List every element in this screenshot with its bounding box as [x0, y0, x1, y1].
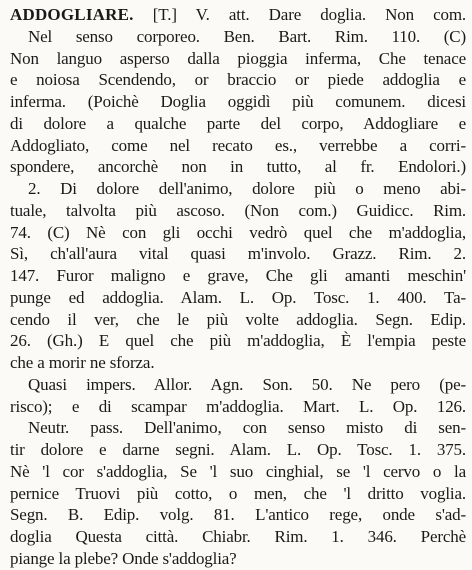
- entry-line-21: tir dolore e darne segni. Alam. L. Op. Tosc. 1. 375.: [10, 440, 466, 459]
- entry-line-7: Addogliato, come nel recato es., verrebbe a corri-: [10, 135, 466, 155]
- entry-line-18: Quasi impers. Allor. Agn. Son. 50. Ne pero (pe-: [28, 374, 466, 394]
- entry-line-1: [10, 4, 466, 26]
- entry-line-19: risco); e di scampar m'addoglia. Mart. L. Op. 126.: [10, 396, 466, 416]
- headword: ADDOGLIARE.: [10, 5, 134, 24]
- entry-line-5: inferma. (Poichè Doglia oggidì più comunem. dicesi: [10, 92, 466, 111]
- entry-line-3: Non languo asperso dalla pioggia inferma, Che tenace: [10, 48, 466, 68]
- entry-line-26: piange la plebe? Onde s'addoglia?: [10, 548, 237, 568]
- entry-line-13: 147. Furor maligno e grave, Che gli amanti meschin': [10, 266, 466, 285]
- entry-line-12: Sì, ch'all'aura vital quasi m'involo. Grazz. Rim. 2.: [10, 244, 466, 264]
- entry-line-6: di dolore a qualche parte del corpo, Addogliare e: [10, 113, 466, 133]
- definition-text: [T.] V. att. Dare doglia. Non com.: [133, 5, 466, 24]
- entry-line-15: cendo il ver, che le più volte addoglia. Segn. Edip.: [10, 309, 466, 329]
- entry-line-20: Neutr. pass. Dell'animo, con senso misto di sen-: [28, 418, 466, 438]
- entry-line-4: e noiosa Scendendo, or braccio or piede addoglia e: [10, 70, 466, 90]
- entry-line-25: doglia Questa città. Chiabr. Rim. 1. 346. Perchè: [10, 527, 466, 546]
- entry-line-11: 74. (C) Nè con gli occhi vedrò quel che m'addoglia,: [10, 222, 466, 242]
- entry-line-16: 26. (Gh.) E quel che più m'addoglia, È l'empia peste: [10, 331, 466, 351]
- entry-line-23: pernice Truovi più cotto, o men, che 'l dritto voglia.: [10, 483, 466, 503]
- entry-line-10: tuale, talvolta più ascoso. (Non com.) Guidicc. Rim.: [10, 200, 466, 220]
- entry-line-24: Segn. B. Edip. volg. 81. L'antico rege, onde s'ad-: [10, 505, 466, 525]
- entry-line-22: Nè 'l cor s'addoglia, Se 'l suo cinghial, se 'l cervo o la: [10, 461, 466, 481]
- entry-line-9: 2. Di dolore dell'animo, dolore più o meno abi-: [28, 179, 466, 198]
- entry-line-14: punge ed addoglia. Alam. L. Op. Tosc. 1. 400. Ta-: [10, 287, 466, 307]
- entry-line-17: che a morir ne sforza.: [10, 353, 155, 372]
- entry-line-8: spondere, ancorchè non in tutto, al fr. Endolori.): [10, 157, 466, 177]
- entry-line-2: Nel senso corporeo. Ben. Bart. Rim. 110. (C): [28, 26, 466, 46]
